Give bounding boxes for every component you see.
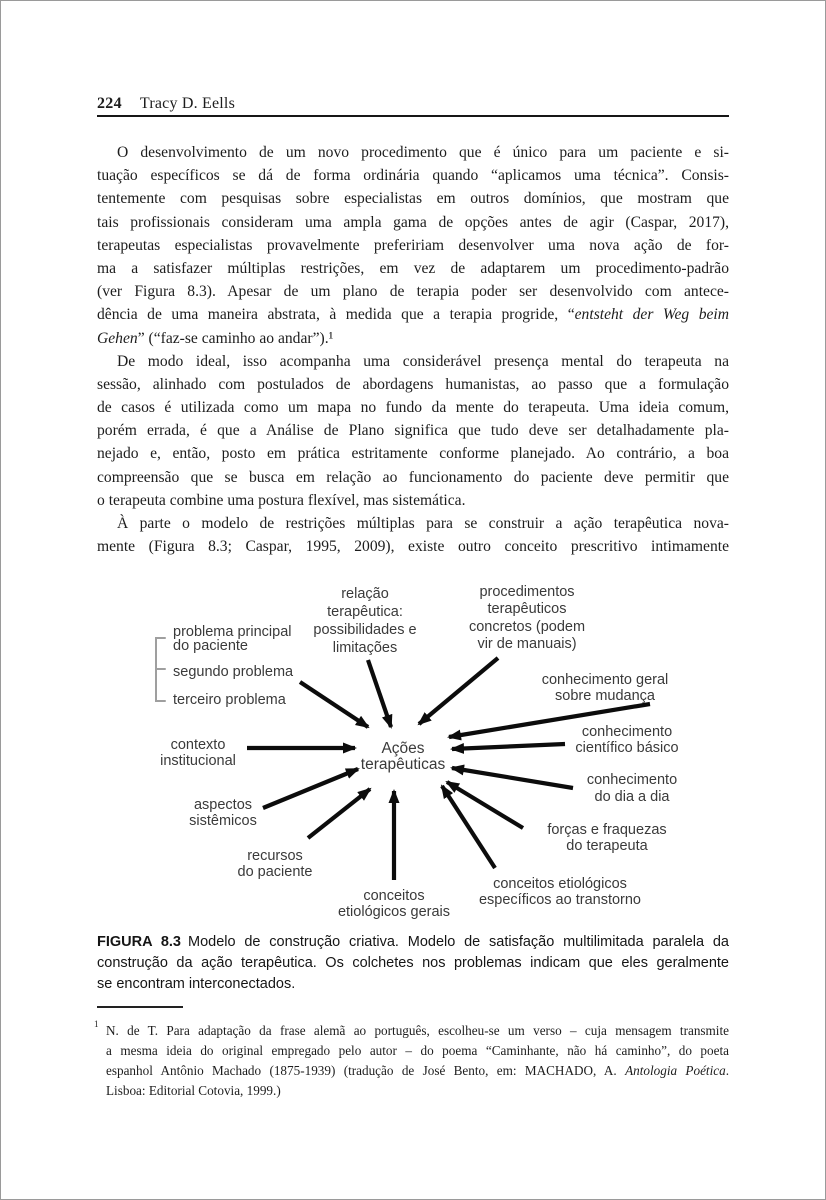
caption-label: FIGURA 8.3 xyxy=(97,934,181,950)
text-line: (ver Figura 8.3). Apesar de um plano de terapia poder ser desenvolvido com antece- xyxy=(97,283,729,301)
caption-lines xyxy=(97,953,729,995)
figure-label-conhecimento-dia-a-dia: conhecimento do dia a dia xyxy=(586,772,678,805)
arrow-icon xyxy=(368,660,391,727)
figure-label-acoes-terapeuticas: Ações terapêuticas xyxy=(360,740,446,773)
arrow-icon xyxy=(442,786,495,868)
figure-label-problemas-paciente: problema principal do paciente segundo problema terceiro problema xyxy=(173,624,294,708)
text-line: porém errada, é que a Análise de Plano significa que tudo deve ser detalhadamente pla- xyxy=(97,422,729,440)
text-line: ma a satisfazer múltiplas restrições, em vez de adaptarem um procedimento-padrão xyxy=(97,259,729,277)
figure-label-relacao-terapeutica: relação terapêutica: possibilidades e limitações xyxy=(313,586,417,656)
figure-8-3 xyxy=(86,572,746,928)
text-line: Gehen” (“faz-se caminho ao andar”).¹ xyxy=(97,329,334,347)
text-line: compreensão que se busca em relação ao funcionamento do paciente deve permitir que xyxy=(97,468,729,486)
running-title: Tracy D. Eells xyxy=(139,95,235,112)
text-line: O desenvolvimento de um novo procedimento que é único para um paciente e si- xyxy=(117,144,729,161)
figure-label-procedimentos-terapeuticos: procedimentos terapêuticos concretos (podem vir de manuais) xyxy=(468,584,586,652)
arrow-icon xyxy=(308,789,370,838)
footnote xyxy=(94,1021,729,1101)
figure-label-aspectos-sistemicos: aspectos sistêmicos xyxy=(189,797,257,829)
text-line: nejado e, então, posto em prática estritamente conforme planejado. Ao contrário, a boa xyxy=(97,445,729,463)
body-text xyxy=(97,141,729,558)
arrow-icon xyxy=(419,658,498,724)
figure-caption xyxy=(97,932,729,995)
text-line: Lisboa: Editorial Cotovia, 1999.) xyxy=(106,1083,281,1098)
text-line: tuação específicos se dá de forma ordinária quando “aplicamos uma técnica”. Consis- xyxy=(97,167,729,185)
header-rule xyxy=(97,115,729,117)
caption-line xyxy=(97,932,729,953)
text-line: de casos é utilizada como um mapa no fundo da mente do terapeuta. Uma ideia comum, xyxy=(97,399,729,417)
figure-label-recursos-do-paciente: recursos do paciente xyxy=(237,848,313,880)
figure-label-conhecimento-cientifico: conhecimento científico básico xyxy=(575,724,679,756)
text-line: construção da ação terapêutica. Os colchetes nos problemas indicam que eles geralmente xyxy=(97,955,729,971)
text-line: mente (Figura 8.3; Caspar, 1995, 2009), existe outro conceito prescritivo intimamente xyxy=(97,538,729,556)
figure-label-conceitos-etiologicos-gerais: conceitos etiológicos gerais xyxy=(337,888,451,920)
text-line: sessão, alinhado com postulados de abordagens humanistas, ao passo que a formulação xyxy=(97,375,729,393)
footnote-lines xyxy=(106,1021,729,1101)
arrow-icon xyxy=(452,768,573,788)
figure-svg xyxy=(86,572,746,928)
footnote-rule xyxy=(97,1006,183,1008)
page-header xyxy=(97,94,729,114)
figure-label-contexto-institucional: contexto institucional xyxy=(160,737,236,769)
arrow-icon xyxy=(447,782,523,828)
arrow-icon xyxy=(452,744,565,749)
figure-label-conhecimento-geral: conhecimento geral sobre mudança xyxy=(541,672,669,704)
figure-label-conceitos-etiologicos-especificos: conceitos etiológicos específicos ao transtorno xyxy=(478,876,642,908)
text-line: tentemente com pesquisas sobre especialistas em outros domínios, que mostram que xyxy=(97,190,729,208)
figure-label-forcas-e-fraquezas: forças e fraquezas do terapeuta xyxy=(547,822,667,854)
page-number: 224 xyxy=(97,95,122,112)
text-line: espanhol Antônio Machado (1875-1939) (tradução de José Bento, em: MACHADO, A. Antologia Poética. xyxy=(106,1063,730,1078)
text-line: o terapeuta combine uma postura flexível, mas sistemática. xyxy=(97,491,466,509)
arrow-icon xyxy=(263,769,358,808)
text-line: De modo ideal, isso acompanha uma considerável presença mental do terapeuta na xyxy=(117,352,729,370)
text-line: se encontram interconectados. xyxy=(97,976,296,992)
text-line: À parte o modelo de restrições múltiplas para se construir a ação terapêutica nova- xyxy=(117,515,729,532)
caption-text: Modelo de construção criativa. Modelo de satisfação multilimitada paralela da xyxy=(188,934,729,950)
text-line: dência de uma maneira abstrata, à medida que a terapia progride, “entsteht der Weg beim xyxy=(97,306,730,324)
footnote-marker: 1 xyxy=(94,1019,99,1029)
text-line: terapeutas especialistas provavelmente prefeririam desenvolver uma nova ação de for- xyxy=(97,236,729,254)
text-line: a mesma ideia do original empregado pelo autor – do poema “Caminhante, não há caminho”, do poeta xyxy=(106,1043,729,1058)
text-line: tais profissionais consideram uma ampla gama de opções antes de agir (Caspar, 2017), xyxy=(97,213,729,231)
problems-bracket-icon xyxy=(156,638,165,701)
arrow-icon xyxy=(300,682,368,727)
text-line: N. de T. Para adaptação da frase alemã ao português, escolheu-se um verso – cuja mensagem transmite xyxy=(106,1023,729,1038)
